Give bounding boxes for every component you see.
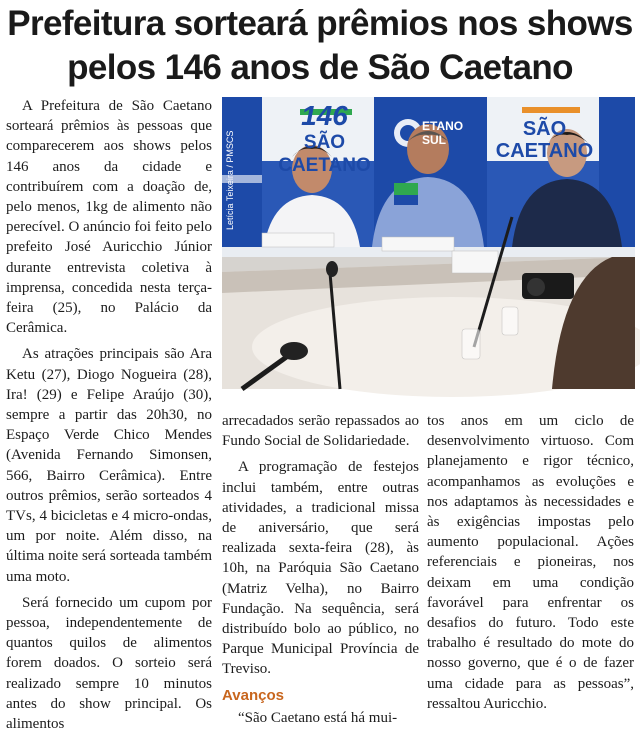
banner-right xyxy=(492,119,597,163)
article-paragraph: Será fornecido um cupom por pessoa, independentemente de quantos quilos de alimentos forem doados. O sorteio será realizado sempre 10 minutos antes do show principal. Os alimentos xyxy=(6,594,212,733)
article-paragraph: “São Caetano está há mui- xyxy=(238,709,398,726)
banner-city-2: CAETANO xyxy=(278,155,371,176)
banner-logo-text-2: SUL xyxy=(422,133,446,147)
article-column-3 xyxy=(427,411,634,720)
banner-left xyxy=(277,100,372,178)
banner-logo xyxy=(422,119,482,147)
banner-number: 146 xyxy=(301,100,348,131)
headline-line-1: Prefeitura sorteará prêmios nos shows xyxy=(7,4,633,43)
subheading-avancos: Avanços xyxy=(222,686,284,704)
photo-credit: Letícia Teixeira / PMSCS xyxy=(225,130,235,230)
headline-line-2: pelos 146 anos de São Caetano xyxy=(67,48,573,87)
banner-logo-text-1: ETANO xyxy=(422,119,464,133)
press-conference-photo xyxy=(222,97,635,389)
article-paragraph: A Prefeitura de São Caetano sorteará prêmios às pessoas que comparecerem aos shows pelos 146 anos da cidade e contribuírem com a doação de, pelo menos, 1kg de alimento não perecível. O anúncio foi feito pelo prefeito José Auricchio Júnior durante entrevista coletiva à imprensa, concedida nesta terça-feira (25), no Palácio da Cerâmica. xyxy=(6,98,212,337)
article-column-2 xyxy=(222,411,419,734)
banner-right-2: CAETANO xyxy=(495,140,594,162)
article-paragraph: As atrações principais são Ara Ketu (27), Diogo Nogueira (28), Ira! (29) e Felipe Araújo (30), sempre a partir das 20h30, no Espaço Verde Chico Mendes (Avenida Fernando Simonsen, 566, Bairro Cerâmica). Entre outros prêmios, serão sorteados 4 TVs, 4 bicicletas e 4 micro-ondas, um por noite. Além disso, na última noite será sorteada também uma moto. xyxy=(6,346,212,585)
article-column-1 xyxy=(6,96,212,740)
article-paragraph: tos anos em um ciclo de desenvolvimento virtuoso. Com planejamento e rigor técnico, acompanhamos as evoluções e nos adaptamos às necessidades e às exigências impostas pelo aumento populacional. Ações referenciais e pioneiras, nos deixam em uma condição favorável para enfrentar os desafios do futuro. Todo este trabalho é resultado do mote do nosso governo, que é o de fazer uma cidade para as pessoas”, ressaltou Auricchio. xyxy=(427,413,634,712)
banner-right-1: SÃO xyxy=(522,118,567,140)
banner-city-1: SÃO xyxy=(303,132,346,153)
headline xyxy=(0,2,640,90)
article-paragraph: arrecadados serão repassados ao Fundo Social de Solidariedade. xyxy=(222,413,419,450)
article-paragraph: A programação de festejos inclui também, entre outras atividades, a tradicional missa de aniversário, que será realizada sexta-feira (28), às 10h, na Paróquia São Caetano (Matriz Velha), no Bairro Fundação. Na sequência, será distribuído bolo ao público, no Parque Municipal Província de Treviso. xyxy=(222,459,419,678)
